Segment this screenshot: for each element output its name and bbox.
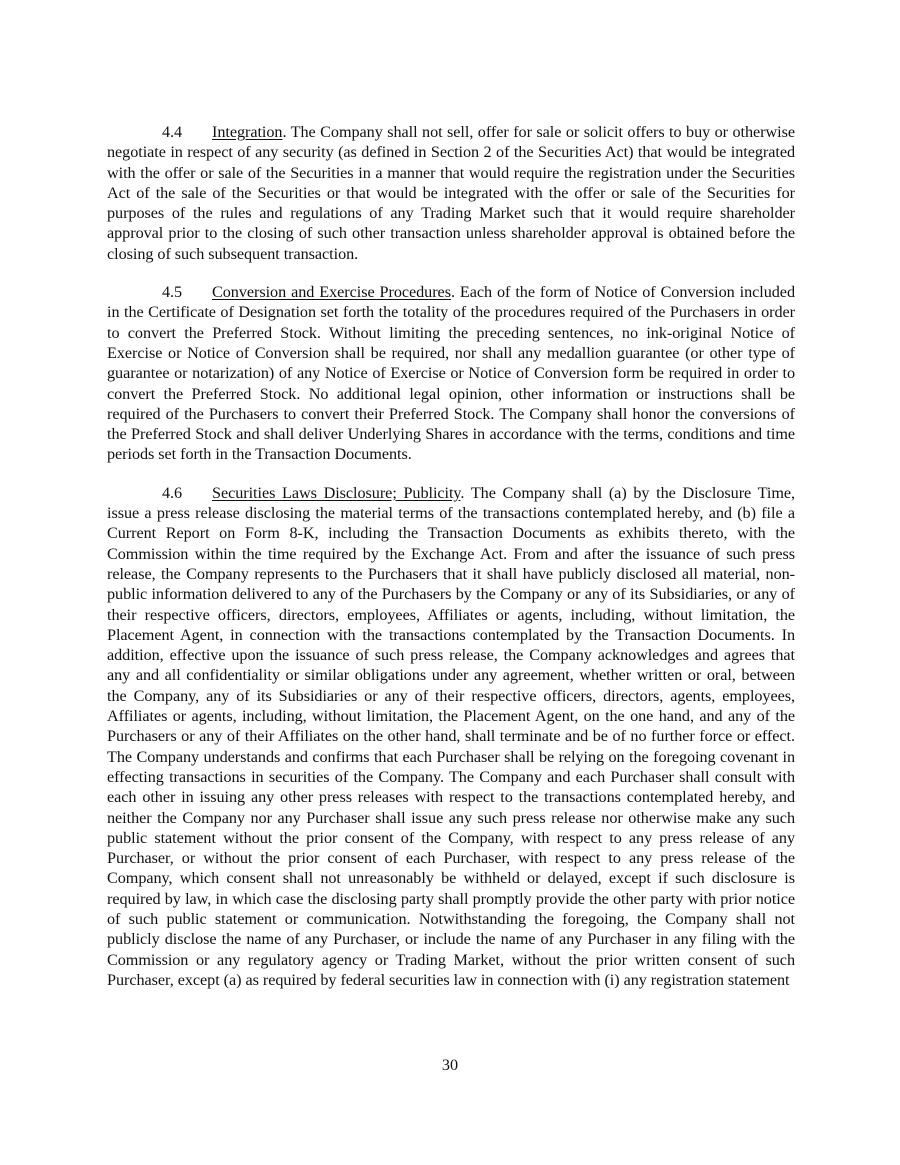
- section-4-5: [107, 282, 795, 465]
- section-body: . Each of the form of Notice of Conversion included in the Certificate of Designation set forth the totality of the procedures required of the Purchasers in order to convert the Preferred Stock. Without limiting the preceding sentences, no ink-original Notice of Exercise or Notice of Conversion shall be required, nor shall any medallion guarantee (or other type of guarantee or notarization) of any Notice of Exercise or Notice of Conversion form be required in order to convert the Preferred Stock. No additional legal opinion, other information or instructions shall be required of the Purchasers to convert their Preferred Stock. The Company shall honor the conversions of the Preferred Stock and shall deliver Underlying Shares in accordance with the terms, conditions and time periods set forth in the Transaction Documents.: [107, 283, 795, 464]
- section-number: 4.6: [162, 483, 183, 502]
- section-4-6: [107, 483, 795, 990]
- section-number: 4.4: [162, 123, 183, 141]
- section-4-4: [107, 122, 795, 264]
- section-heading: Conversion and Exercise Procedures: [212, 283, 451, 302]
- section-body: . The Company shall not sell, offer for sale or solicit offers to buy or otherwise negotiate in respect of any security (as defined in Section 2 of the Securities Act) that would be integrated with the offer or sale of the Securities in a manner that would require the registration under the Securities Act of the sale of the Securities or that would be integrated with the offer or sale of the Securities for purposes of the rules and regulations of any Trading Market such that it would require shareholder approval prior to the closing of such other transaction unless shareholder approval is obtained before the closing of such subsequent transaction.: [107, 123, 795, 263]
- page-number: 30: [441, 1056, 459, 1074]
- document-body: [107, 122, 795, 1008]
- section-heading: Integration: [212, 123, 283, 141]
- section-body: . The Company shall (a) by the Disclosure Time, issue a press release disclosing the material terms of the transactions contemplated hereby, and (b) file a Current Report on Form 8-K, including the Transaction Documents as exhibits thereto, with the Commission within the time required by the Exchange Act. From and after the issuance of such press release, the Company represents to the Purchasers that it shall have publicly disclosed all material, non-public information delivered to any of the Purchasers by the Company or any of its Subsidiaries, or any of their respective officers, directors, employees, Affiliates or agents, including, without limitation, the Placement Agent, in connection with the transactions contemplated by the Transaction Documents. In addition, effective upon the issuance of such press release, the Company acknowledges and agrees that any and all confidentiality or similar obligations under any agreement, whether written or oral, between the Company, any of its Subsidiaries or any of their respective officers, directors, agents, employees, Affiliates or agents, including, without limitation, the Placement Agent, on the one hand, and any of the Purchasers or any of their Affiliates on the other hand, shall terminate and be of no further force or effect. The Company understands and confirms that each Purchaser shall be relying on the foregoing covenant in effecting transactions in securities of the Company. The Company and each Purchaser shall consult with each other in issuing any other press releases with respect to the transactions contemplated hereby, and neither the Company nor any Purchaser shall issue any such press release nor otherwise make any such public statement without the prior consent of the Company, with respect to any press release of any Purchaser, or without the prior consent of each Purchaser, with respect to any press release of the Company, which consent shall not unreasonably be withheld or delayed, except if such disclosure is required by law, in which case the disclosing party shall promptly provide the other party with prior notice of such public statement or communication. Notwithstanding the foregoing, the Company shall not publicly disclose the name of any Purchaser, or include the name of any Purchaser in any filing with the Commission or any regulatory agency or Trading Market, without the prior written consent of such Purchaser, except (a) as required by federal securities law in connection with (i) any registration statement: [107, 483, 795, 989]
- section-heading: Securities Laws Disclosure; Publicity: [212, 483, 461, 502]
- section-number: 4.5: [162, 283, 183, 302]
